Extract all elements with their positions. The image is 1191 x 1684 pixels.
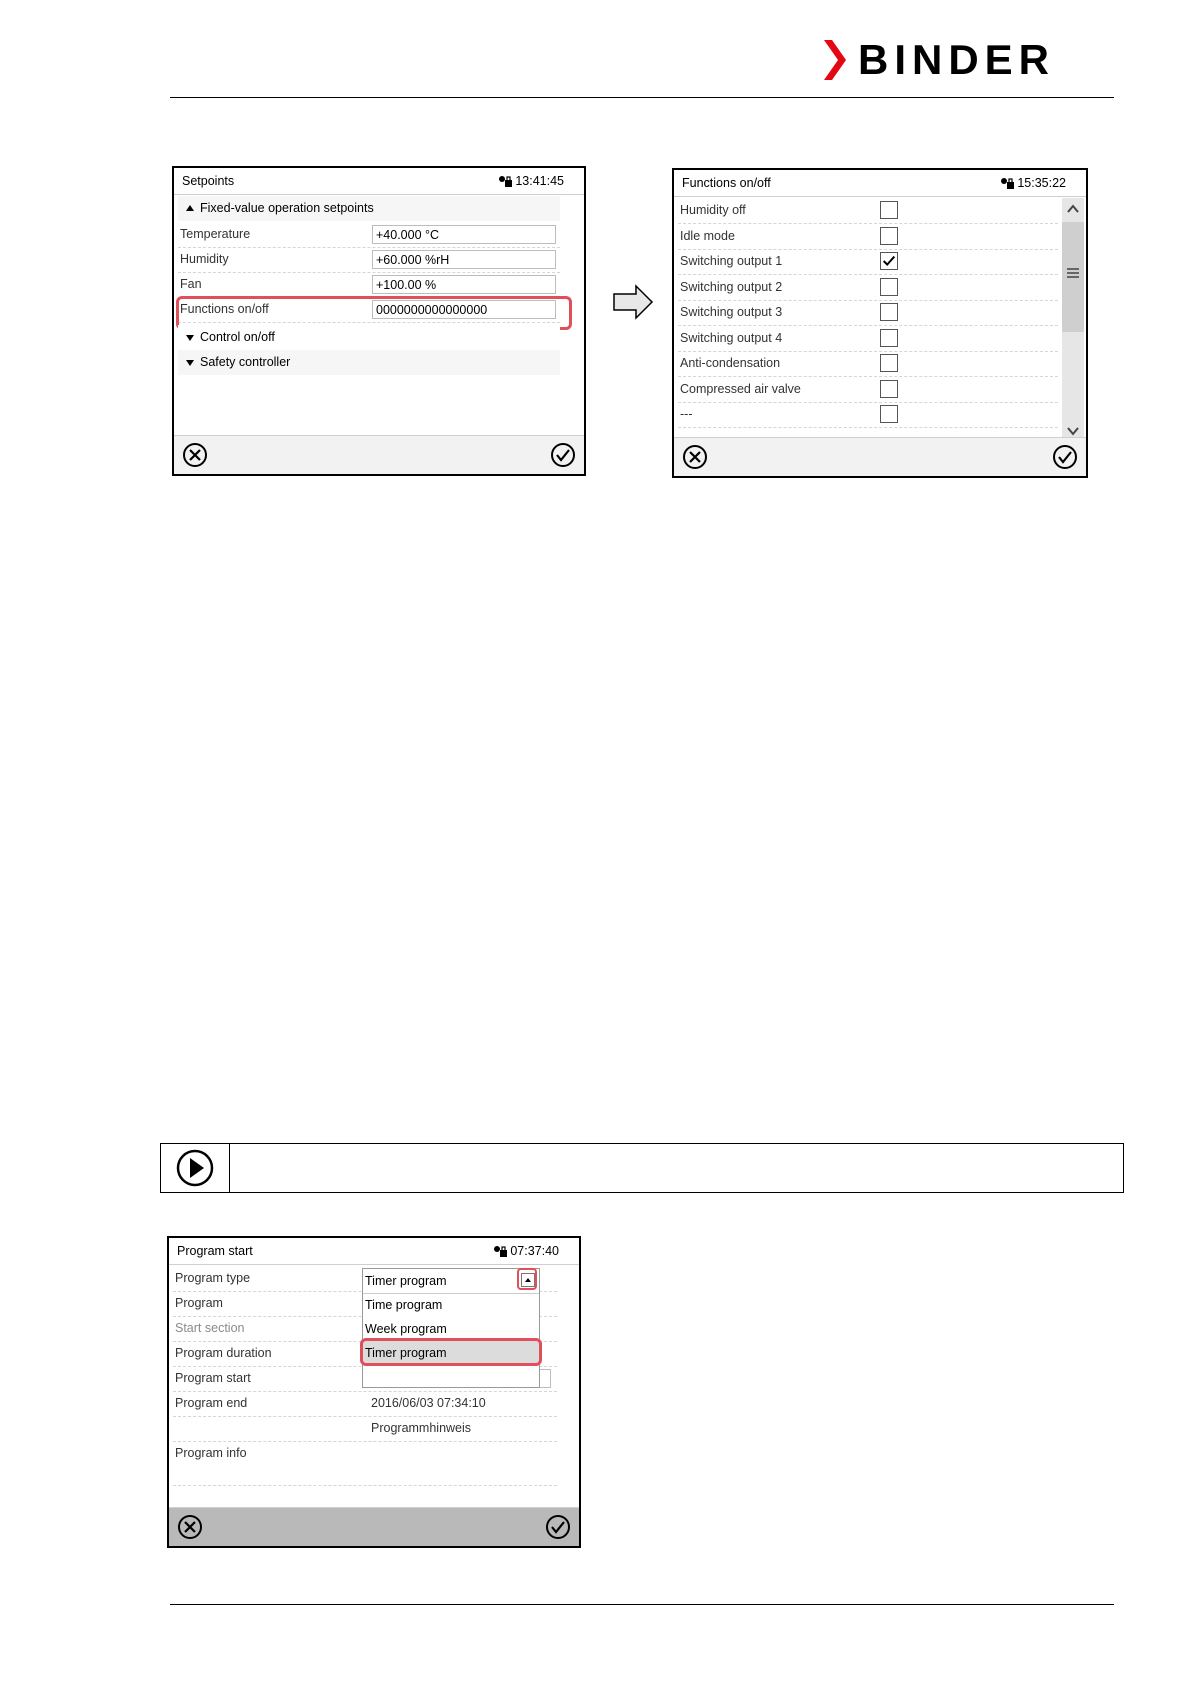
row-label: Functions on/off	[180, 302, 269, 316]
dropdown-selected[interactable]	[363, 1269, 539, 1294]
function-label: Switching output 3	[680, 305, 783, 319]
functions-clock	[1000, 176, 1066, 190]
functions-field[interactable]: 0000000000000000	[372, 300, 556, 319]
function-checkbox[interactable]	[880, 252, 898, 270]
program-screen	[167, 1236, 581, 1548]
function-row	[678, 351, 1058, 377]
row-label: Humidity	[180, 252, 229, 266]
group-control-label: Control on/off	[200, 330, 275, 344]
scrollbar[interactable]	[1062, 198, 1084, 442]
row-label: Program start	[175, 1371, 251, 1385]
group-control[interactable]	[178, 325, 560, 350]
group-fixed-value[interactable]	[178, 196, 560, 221]
program-clock	[493, 1244, 559, 1258]
scroll-thumb[interactable]	[1062, 222, 1084, 332]
function-label: Humidity off	[680, 203, 746, 217]
confirm-check-icon[interactable]	[545, 1514, 571, 1540]
info-box	[160, 1143, 1124, 1193]
setpoints-screen	[172, 166, 586, 476]
setpoints-title-bar	[174, 168, 584, 195]
group-safety-label: Safety controller	[200, 355, 291, 369]
function-checkbox[interactable]	[880, 354, 898, 372]
play-icon	[175, 1149, 215, 1187]
checkmark-icon	[881, 253, 897, 269]
function-row	[678, 224, 1058, 250]
function-row	[678, 275, 1058, 301]
user-lock-icon	[498, 175, 512, 187]
function-label: Idle mode	[680, 228, 735, 243]
fan-field[interactable]: +100.00 %	[372, 275, 556, 294]
function-label: Switching output 2	[680, 279, 783, 294]
selected-program-type: Timer program	[365, 1274, 447, 1288]
cancel-circle-icon[interactable]	[177, 1514, 203, 1540]
row-label: Program duration	[175, 1346, 272, 1360]
functions-title: Functions on/off	[682, 176, 771, 190]
program-note: Programmhinweis	[371, 1421, 472, 1435]
footer-rule	[170, 1604, 1114, 1605]
setpoints-time: 13:41:45	[515, 174, 564, 188]
temperature-field[interactable]: +40.000 °C	[372, 225, 556, 244]
function-checkbox[interactable]	[880, 227, 898, 245]
humidity-field[interactable]: +60.000 %rH	[372, 250, 556, 269]
function-label: Anti-condensation	[680, 356, 781, 370]
brand-name: BINDER	[858, 36, 1056, 83]
timer-option-highlight	[360, 1338, 542, 1366]
row-label: Program	[175, 1296, 223, 1310]
function-label: Switching output 1	[680, 254, 783, 268]
functions-footer	[674, 437, 1086, 476]
program-row-end	[173, 1391, 557, 1417]
function-checkbox[interactable]	[880, 278, 898, 296]
setpoint-row-temperature	[178, 222, 560, 248]
setpoint-row-fan	[178, 272, 560, 298]
program-time: 07:37:40	[510, 1244, 559, 1258]
program-footer	[169, 1507, 579, 1546]
confirm-check-icon[interactable]	[1052, 444, 1078, 470]
user-lock-icon	[493, 1245, 507, 1257]
functions-screen	[672, 168, 1088, 478]
cancel-circle-icon[interactable]	[682, 444, 708, 470]
row-label: Temperature	[180, 227, 251, 241]
setpoints-footer	[174, 435, 584, 474]
program-row-info	[173, 1441, 557, 1486]
row-label: Fan	[180, 277, 202, 291]
row-label: Program type	[175, 1271, 251, 1285]
function-label: ---	[680, 407, 693, 421]
group-safety[interactable]	[178, 350, 560, 375]
function-row	[678, 326, 1058, 352]
option-label: Time program	[365, 1298, 443, 1312]
setpoints-clock	[498, 174, 564, 188]
option-label: Timer program	[365, 1346, 447, 1360]
function-checkbox[interactable]	[880, 380, 898, 398]
functions-title-bar	[674, 170, 1086, 197]
header-rule	[170, 97, 1114, 98]
program-type-dropdown[interactable]	[362, 1268, 540, 1388]
info-icon-cell	[161, 1144, 230, 1192]
confirm-check-icon[interactable]	[550, 442, 576, 468]
program-row-note	[173, 1416, 557, 1442]
function-row	[678, 300, 1058, 326]
cancel-circle-icon[interactable]	[182, 442, 208, 468]
function-checkbox[interactable]	[880, 303, 898, 321]
row-label: Start section	[175, 1321, 245, 1335]
group-fixed-value-label: Fixed-value operation setpoints	[200, 201, 374, 215]
program-end-value: 2016/06/03 07:34:10	[371, 1396, 486, 1410]
scroll-up-icon[interactable]	[1067, 204, 1079, 214]
binder-logo-icon	[822, 40, 848, 80]
row-label: Program end	[175, 1396, 248, 1410]
function-row	[678, 249, 1058, 275]
scroll-down-icon[interactable]	[1067, 426, 1079, 436]
function-checkbox[interactable]	[880, 329, 898, 347]
collapse-icon	[186, 205, 194, 211]
option-label: Week program	[365, 1322, 447, 1336]
setpoint-row-humidity	[178, 247, 560, 273]
program-title: Program start	[177, 1244, 253, 1258]
function-label: Compressed air valve	[680, 381, 801, 396]
row-label: Program info	[175, 1446, 247, 1460]
next-arrow-icon	[612, 282, 654, 322]
user-lock-icon	[1000, 177, 1014, 189]
function-row	[678, 377, 1058, 403]
dropdown-arrow-highlight	[517, 1268, 537, 1290]
function-row	[678, 198, 1058, 224]
grip-icon	[1067, 268, 1079, 278]
binder-logo	[822, 38, 1122, 82]
functions-time: 15:35:22	[1017, 176, 1066, 190]
expand-icon	[186, 335, 194, 341]
function-checkbox[interactable]	[880, 201, 898, 219]
program-title-bar	[169, 1238, 579, 1265]
expand-icon	[186, 360, 194, 366]
setpoints-title: Setpoints	[182, 174, 235, 188]
function-label: Switching output 4	[680, 330, 783, 345]
function-checkbox[interactable]	[880, 405, 898, 423]
function-row	[678, 402, 1058, 428]
dropdown-option-time[interactable]	[363, 1293, 539, 1317]
